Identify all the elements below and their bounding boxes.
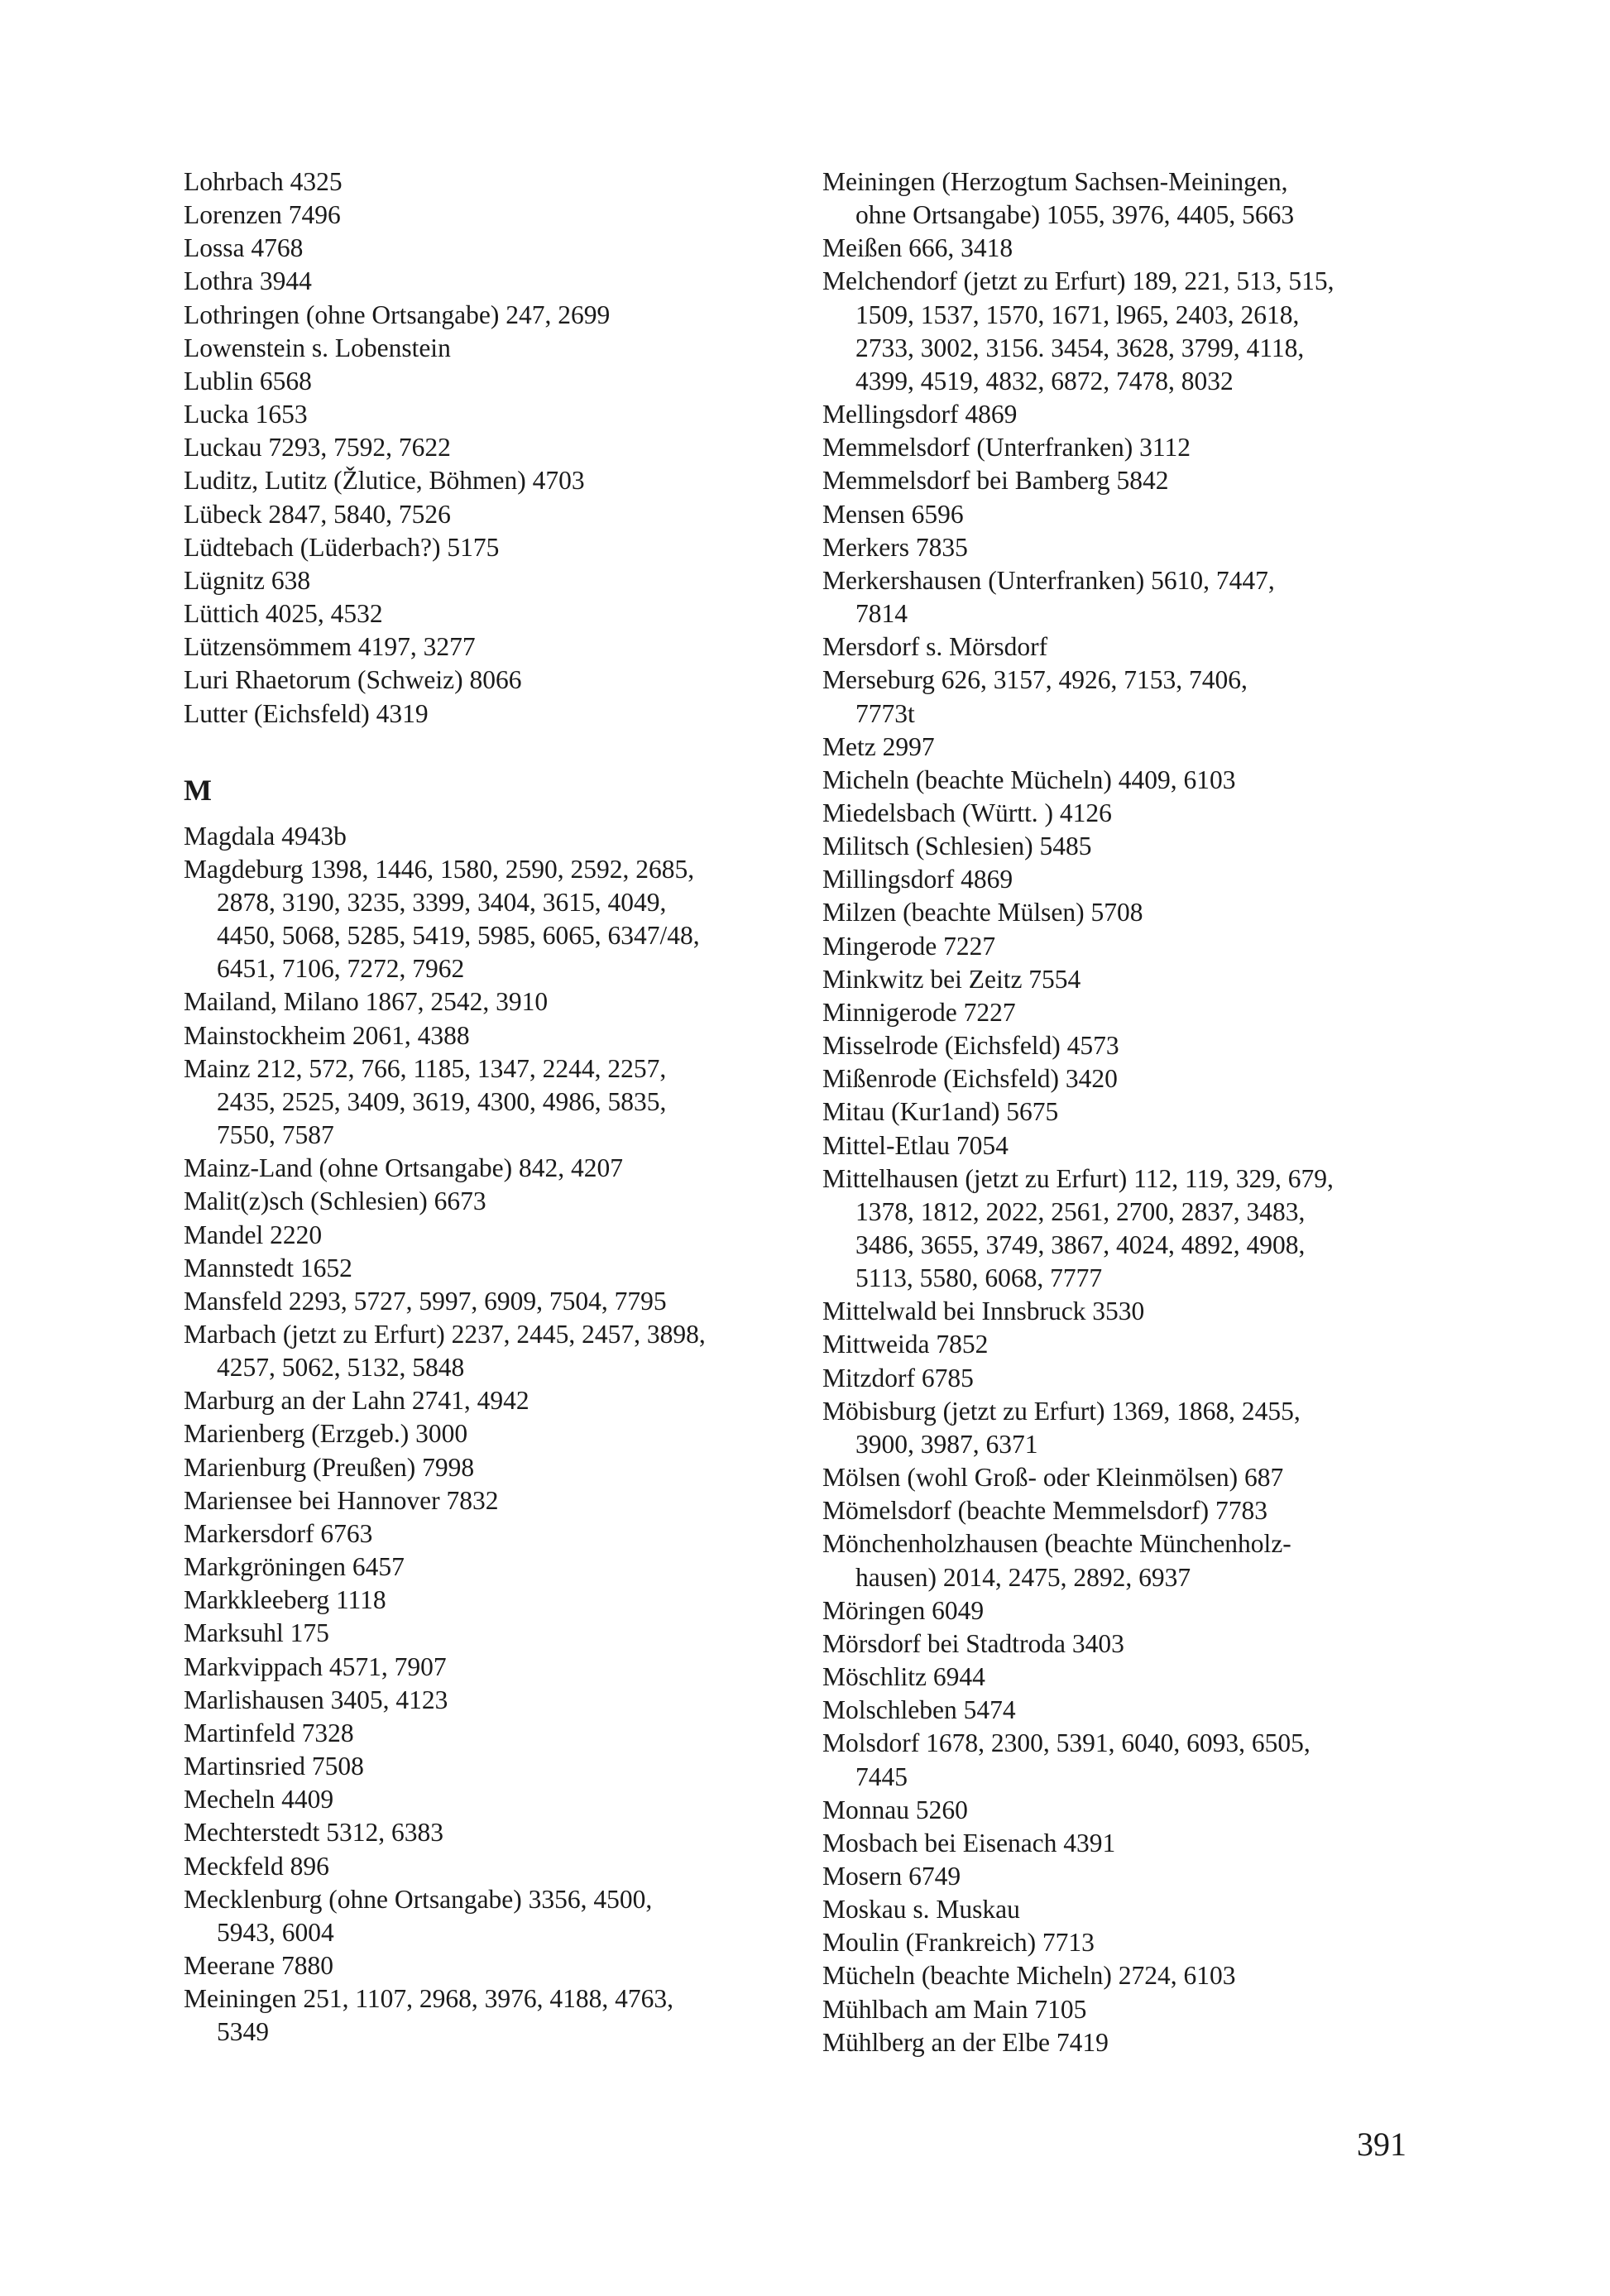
index-entry — [184, 531, 812, 564]
entry-line: Markvippach 4571, 7907 — [184, 1651, 447, 1681]
index-entry — [184, 1750, 812, 1783]
index-entry — [184, 431, 812, 464]
entry-line: Marbach (jetzt zu Erfurt) 2237, 2445, 2457, 3898, — [184, 1320, 706, 1349]
index-column-right — [822, 165, 1451, 2059]
index-entry — [822, 265, 1451, 398]
entry-line: Miedelsbach (Württ. ) 4126 — [822, 798, 1112, 827]
entry-line: Mecheln 4409 — [184, 1785, 334, 1814]
index-entry — [184, 265, 812, 298]
entry-line: Lüdtebach (Lüderbach?) 5175 — [184, 532, 500, 562]
entry-line: Mömelsdorf (beachte Memmelsdorf) 7783 — [822, 1496, 1267, 1526]
index-entry — [184, 1717, 812, 1750]
entry-continuation-line: 3900, 3987, 6371 — [855, 1429, 1038, 1459]
entry-line: Marienburg (Preußen) 7998 — [184, 1452, 475, 1482]
index-entry — [822, 1162, 1451, 1296]
entry-continuation-line: 2878, 3190, 3235, 3399, 3404, 3615, 4049, — [217, 887, 667, 917]
entry-line: Marburg an der Lahn 2741, 4942 — [184, 1386, 529, 1416]
index-entry — [822, 1627, 1451, 1661]
entry-line: Mittweida 7852 — [822, 1330, 989, 1359]
entry-line: Mitzdorf 6785 — [822, 1363, 974, 1392]
entry-line: Mainz-Land (ohne Ortsangabe) 842, 4207 — [184, 1153, 623, 1183]
entry-line: Millingsdorf 4869 — [822, 865, 1013, 894]
entry-line: Mariensee bei Hannover 7832 — [184, 1485, 499, 1515]
index-entry — [184, 1451, 812, 1484]
entry-line: Memmelsdorf bei Bamberg 5842 — [822, 466, 1169, 496]
index-entry — [184, 365, 812, 398]
index-entry — [184, 1152, 812, 1185]
index-entry — [184, 1783, 812, 1816]
index-entry — [184, 1219, 812, 1252]
index-entry — [184, 398, 812, 431]
entry-line: Luri Rhaetorum (Schweiz) 8066 — [184, 665, 522, 695]
index-entry — [184, 1484, 812, 1517]
index-entry — [822, 1062, 1451, 1095]
index-entry — [184, 1850, 812, 1883]
entry-line: Martinfeld 7328 — [184, 1718, 354, 1747]
index-entry — [822, 1993, 1451, 2026]
entry-line: Molschleben 5474 — [822, 1695, 1016, 1725]
entry-line: Lutter (Eichsfeld) 4319 — [184, 698, 429, 728]
entry-line: Milzen (beachte Mülsen) 5708 — [822, 898, 1143, 928]
entry-line: Markersdorf 6763 — [184, 1518, 373, 1548]
index-entry — [822, 232, 1451, 265]
entry-continuation-line: 3486, 3655, 3749, 3867, 4024, 4892, 4908, — [855, 1230, 1306, 1259]
entry-line: Lützensömmem 4197, 3277 — [184, 632, 476, 662]
index-entry — [822, 165, 1451, 232]
index-entry — [822, 398, 1451, 431]
entry-line: Mühlberg an der Elbe 7419 — [822, 2027, 1109, 2057]
entry-line: Memmelsdorf (Unterfranken) 3112 — [822, 433, 1191, 463]
entry-line: Luckau 7293, 7592, 7622 — [184, 433, 451, 463]
entry-continuation-line: hausen) 2014, 2475, 2892, 6937 — [855, 1562, 1191, 1592]
index-entry — [822, 1362, 1451, 1395]
index-entry — [184, 1285, 812, 1318]
index-entry — [822, 1926, 1451, 1959]
index-entry — [184, 1684, 812, 1717]
entry-line: Monnau 5260 — [822, 1795, 968, 1824]
entry-line: Magdeburg 1398, 1446, 1580, 2590, 2592, 2685, — [184, 854, 695, 884]
index-entry — [184, 1584, 812, 1617]
entry-line: Mitau (Kur1and) 5675 — [822, 1097, 1059, 1127]
entry-line: Martinsried 7508 — [184, 1752, 364, 1781]
entry-line: Mersdorf s. Mörsdorf — [822, 632, 1048, 662]
entry-line: Mittelwald bei Innsbruck 3530 — [822, 1297, 1145, 1326]
entry-line: Markkleeberg 1118 — [184, 1585, 386, 1615]
entry-line: Mosern 6749 — [822, 1861, 961, 1891]
entry-continuation-line: 1509, 1537, 1570, 1671, l965, 2403, 2618, — [855, 300, 1300, 329]
entry-line: Lothringen (ohne Ortsangabe) 247, 2699 — [184, 300, 611, 329]
index-entry — [822, 1860, 1451, 1893]
page-number: 391 — [1357, 2126, 1406, 2163]
index-entry — [184, 664, 812, 697]
entry-continuation-line: 5943, 6004 — [217, 1917, 334, 1947]
index-entry — [184, 165, 812, 199]
entry-line: Möbisburg (jetzt zu Erfurt) 1369, 1868, 2455, — [822, 1396, 1301, 1426]
index-entry — [184, 853, 812, 986]
section-heading: M — [184, 773, 212, 807]
entry-line: Marienberg (Erzgeb.) 3000 — [184, 1419, 468, 1449]
entry-line: Merkershausen (Unterfranken) 5610, 7447, — [822, 565, 1275, 595]
entry-line: Lossa 4768 — [184, 233, 304, 263]
entry-continuation-line: 4450, 5068, 5285, 5419, 5985, 6065, 6347/48, — [217, 921, 700, 951]
entry-line: Metz 2997 — [822, 731, 935, 761]
entry-continuation-line: 6451, 7106, 7272, 7962 — [217, 954, 465, 984]
index-entry — [184, 498, 812, 531]
entry-line: Mosbach bei Eisenach 4391 — [822, 1828, 1116, 1857]
entry-continuation-line: 4257, 5062, 5132, 5848 — [217, 1353, 465, 1383]
index-entry — [184, 1551, 812, 1584]
entries-after-section — [184, 820, 812, 2049]
entry-continuation-line: 7814 — [855, 599, 908, 629]
entry-continuation-line: 5349 — [217, 2017, 269, 2047]
entry-line: Markgröningen 6457 — [184, 1552, 405, 1582]
index-entry — [822, 863, 1451, 896]
entry-continuation-line: 7773t — [855, 698, 915, 728]
index-entry — [184, 697, 812, 731]
index-column-left — [184, 165, 812, 2049]
index-entry — [184, 232, 812, 265]
index-entry — [184, 1185, 812, 1218]
entry-line: Mingerode 7227 — [822, 931, 996, 961]
index-entry — [822, 731, 1451, 764]
index-entry — [184, 1019, 812, 1052]
entry-line: Mensen 6596 — [822, 499, 964, 529]
index-entry — [822, 498, 1451, 531]
entry-line: Lorenzen 7496 — [184, 200, 341, 230]
entry-line: Mörsdorf bei Stadtroda 3403 — [822, 1628, 1124, 1658]
index-entry — [822, 1727, 1451, 1793]
index-entry — [822, 1661, 1451, 1694]
index-entry — [822, 1694, 1451, 1727]
entry-continuation-line: 7445 — [855, 1762, 908, 1791]
entry-line: Mühlbach am Main 7105 — [822, 1994, 1087, 2024]
index-entry — [184, 1252, 812, 1285]
entry-continuation-line: 4399, 4519, 4832, 6872, 7478, 8032 — [855, 366, 1234, 395]
index-entry — [822, 1029, 1451, 1062]
entry-line: Mellingsdorf 4869 — [822, 400, 1018, 429]
entry-line: Mücheln (beachte Micheln) 2724, 6103 — [822, 1961, 1236, 1991]
entry-line: Mandel 2220 — [184, 1220, 323, 1249]
entry-line: Mansfeld 2293, 5727, 5997, 6909, 7504, 7795 — [184, 1286, 667, 1316]
index-entry — [822, 1594, 1451, 1627]
index-entry — [184, 1982, 812, 2049]
index-entry — [184, 820, 812, 853]
index-entry — [184, 1417, 812, 1450]
entry-continuation-line: 2733, 3002, 3156. 3454, 3628, 3799, 4118, — [855, 333, 1305, 362]
index-entry — [184, 332, 812, 365]
index-entry — [184, 1052, 812, 1152]
index-entry — [184, 464, 812, 497]
index-entry — [822, 1893, 1451, 1926]
index-entry — [184, 1883, 812, 1949]
index-entry — [184, 1651, 812, 1684]
entry-line: Lohrbach 4325 — [184, 167, 343, 196]
entry-line: Mannstedt 1652 — [184, 1253, 352, 1282]
index-entry — [822, 1295, 1451, 1328]
entry-line: Mainstockheim 2061, 4388 — [184, 1020, 470, 1050]
entry-continuation-line: 1378, 1812, 2022, 2561, 2700, 2837, 3483, — [855, 1196, 1306, 1226]
index-entry — [822, 1129, 1451, 1162]
index-entry — [822, 1328, 1451, 1361]
index-entry — [184, 1384, 812, 1417]
entry-line: Lucka 1653 — [184, 400, 308, 429]
entries-before-section — [184, 165, 812, 731]
entry-line: Marksuhl 175 — [184, 1618, 329, 1648]
index-entry — [822, 1395, 1451, 1461]
entry-line: Mainz 212, 572, 766, 1185, 1347, 2244, 2257, — [184, 1053, 667, 1083]
index-entry — [822, 896, 1451, 929]
entry-line: Lügnitz 638 — [184, 565, 311, 595]
entry-line: Mecklenburg (ohne Ortsangabe) 3356, 4500, — [184, 1884, 653, 1914]
index-entry — [822, 531, 1451, 564]
entry-line: Misselrode (Eichsfeld) 4573 — [822, 1031, 1119, 1061]
entry-line: Meiningen 251, 1107, 2968, 3976, 4188, 4763, — [184, 1984, 674, 2014]
entry-line: Magdala 4943b — [184, 821, 347, 851]
index-entry — [822, 830, 1451, 863]
index-entry — [822, 431, 1451, 464]
entry-line: Meckfeld 896 — [184, 1851, 329, 1881]
entry-line: Moulin (Frankreich) 7713 — [822, 1928, 1095, 1958]
index-entry — [184, 1617, 812, 1650]
entry-line: Mittelhausen (jetzt zu Erfurt) 112, 119, 329, 679, — [822, 1163, 1334, 1193]
entry-line: Micheln (beachte Mücheln) 4409, 6103 — [822, 765, 1236, 794]
entry-line: Moskau s. Muskau — [822, 1895, 1020, 1925]
entry-line: Mittel-Etlau 7054 — [822, 1130, 1009, 1160]
index-entry — [822, 1794, 1451, 1827]
index-entry — [822, 1494, 1451, 1527]
index-entry — [822, 630, 1451, 664]
index-entry — [184, 1318, 812, 1384]
index-entry — [184, 1949, 812, 1982]
entry-line: Malit(z)sch (Schlesien) 6673 — [184, 1186, 486, 1216]
entry-line: Meiningen (Herzogtum Sachsen-Meiningen, — [822, 167, 1288, 196]
entry-line: Luditz, Lutitz (Žlutice, Böhmen) 4703 — [184, 466, 585, 496]
entry-line: Mölsen (wohl Groß- oder Kleinmölsen) 687 — [822, 1463, 1284, 1493]
index-entry — [184, 597, 812, 630]
index-entry — [822, 1827, 1451, 1860]
index-entry — [822, 996, 1451, 1029]
index-entry — [184, 1517, 812, 1551]
entry-line: Möschlitz 6944 — [822, 1662, 985, 1692]
index-entry — [184, 564, 812, 597]
entry-line: Minkwitz bei Zeitz 7554 — [822, 964, 1081, 994]
entry-line: Minnigerode 7227 — [822, 997, 1016, 1027]
index-entry — [822, 2026, 1451, 2059]
index-entry — [822, 1461, 1451, 1494]
entry-line: Lüttich 4025, 4532 — [184, 599, 383, 629]
index-entry — [822, 930, 1451, 963]
index-entry — [822, 797, 1451, 830]
index-entry — [822, 764, 1451, 797]
index-entry — [822, 1959, 1451, 1992]
entry-line: Mönchenholzhausen (beachte Münchenholz- — [822, 1529, 1291, 1559]
entry-line: Merseburg 626, 3157, 4926, 7153, 7406, — [822, 665, 1248, 695]
entry-continuation-line: ohne Ortsangabe) 1055, 3976, 4405, 5663 — [855, 200, 1295, 230]
entry-line: Mißenrode (Eichsfeld) 3420 — [822, 1064, 1118, 1094]
index-entry — [184, 630, 812, 664]
entry-line: Mailand, Milano 1867, 2542, 3910 — [184, 987, 549, 1017]
entry-line: Mechterstedt 5312, 6383 — [184, 1818, 444, 1848]
entry-continuation-line: 5113, 5580, 6068, 7777 — [855, 1263, 1103, 1293]
index-entry — [822, 1095, 1451, 1129]
entry-line: Lothra 3944 — [184, 266, 312, 296]
entry-continuation-line: 7550, 7587 — [217, 1120, 334, 1150]
index-entry — [184, 985, 812, 1019]
entry-continuation-line: 2435, 2525, 3409, 3619, 4300, 4986, 5835, — [217, 1086, 667, 1116]
index-entry — [822, 963, 1451, 996]
entry-line: Melchendorf (jetzt zu Erfurt) 189, 221, 513, 515, — [822, 266, 1334, 296]
entry-line: Lublin 6568 — [184, 366, 312, 395]
entry-line: Marlishausen 3405, 4123 — [184, 1685, 448, 1714]
entry-line: Molsdorf 1678, 2300, 5391, 6040, 6093, 6505, — [822, 1728, 1311, 1758]
index-entry — [822, 664, 1451, 730]
index-entry — [184, 199, 812, 232]
entry-line: Lowenstein s. Lobenstein — [184, 333, 451, 362]
index-entry — [822, 464, 1451, 497]
index-entry — [822, 564, 1451, 630]
entry-line: Möringen 6049 — [822, 1595, 985, 1625]
entry-line: Meerane 7880 — [184, 1950, 334, 1980]
entry-line: Meißen 666, 3418 — [822, 233, 1013, 263]
index-entry — [822, 1527, 1451, 1594]
entry-line: Merkers 7835 — [822, 532, 968, 562]
index-entry — [184, 1816, 812, 1849]
section-spacer — [184, 731, 812, 774]
index-entry — [184, 299, 812, 332]
entry-line: Lübeck 2847, 5840, 7526 — [184, 499, 451, 529]
entry-line: Militsch (Schlesien) 5485 — [822, 832, 1092, 861]
